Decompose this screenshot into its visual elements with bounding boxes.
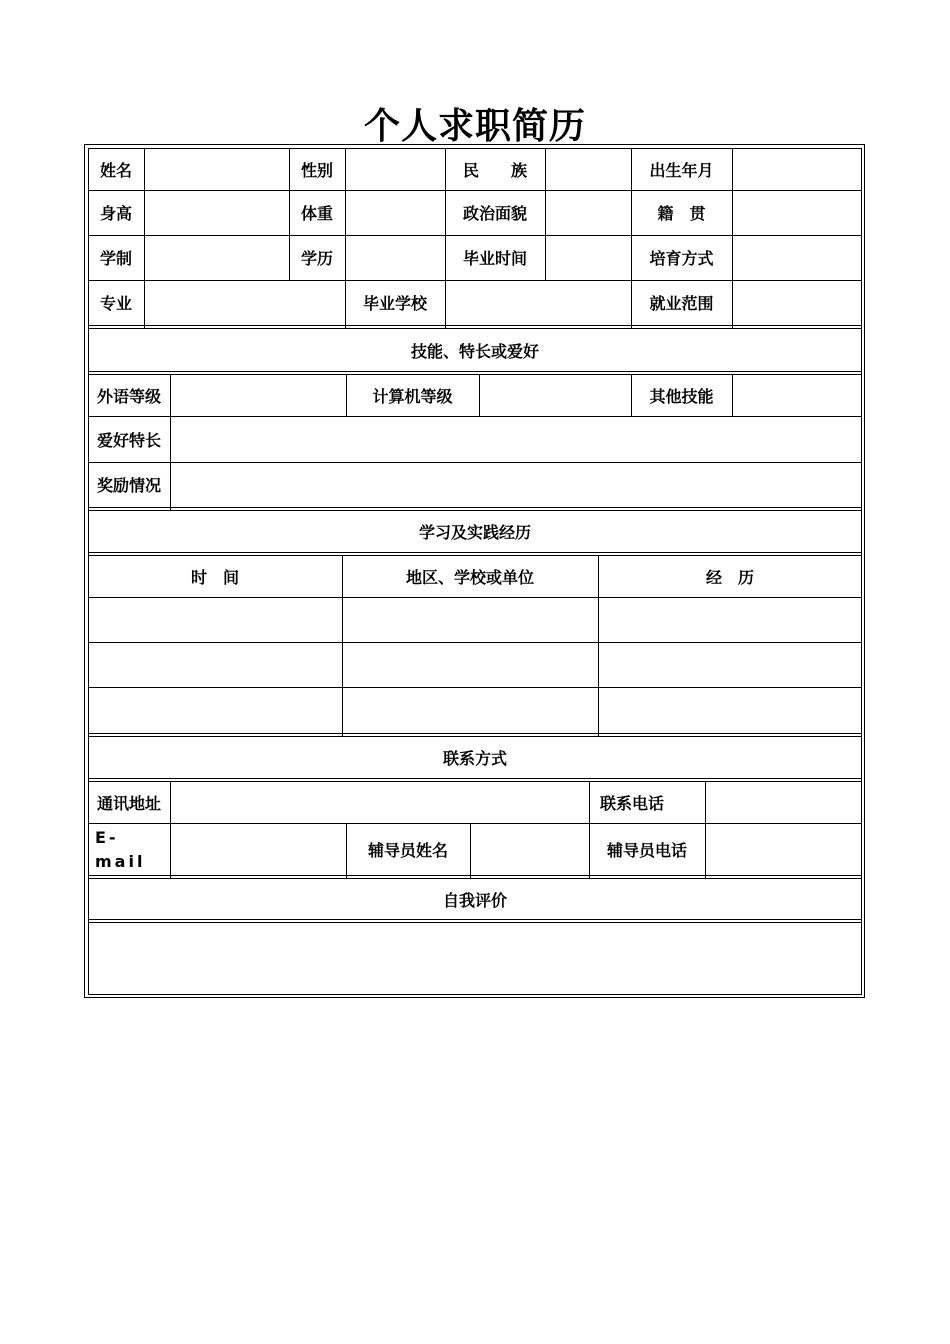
experience-place-field[interactable] [343,688,598,733]
graduation-time-field[interactable] [546,236,631,280]
row-divider [88,875,862,876]
counselor-name-field[interactable] [471,824,589,875]
label-weight: 体重 [300,204,333,223]
label-hobbies: 爱好特长 [96,430,161,450]
political-field[interactable] [546,191,631,235]
foreign-language-field[interactable] [171,375,346,416]
education-field[interactable] [346,236,445,280]
experience-detail-field[interactable] [599,688,861,733]
label-other-skills: 其他技能 [649,386,714,406]
graduate-school-field[interactable] [446,281,631,325]
computer-field[interactable] [480,375,631,416]
row-divider [88,371,862,372]
column-header-experience: 经 历 [705,567,754,587]
label-major: 专业 [99,294,132,313]
self-evaluation-field[interactable] [89,923,861,994]
label-graduate-school: 毕业学校 [362,294,427,313]
column-header-time: 时 间 [190,567,239,587]
height-field[interactable] [145,191,289,235]
experience-place-field[interactable] [343,643,598,687]
label-counselor-name: 辅导员姓名 [367,840,448,860]
section-self-evaluation-title: 自我评价 [442,890,507,910]
birth-field[interactable] [733,149,861,190]
experience-detail-field[interactable] [599,598,861,642]
employment-scope-field[interactable] [733,281,861,325]
label-phone: 联系电话 [599,793,664,813]
label-political: 政治面貌 [462,204,527,223]
row-divider [88,325,862,326]
label-graduation-time: 毕业时间 [462,249,527,268]
native-place-field[interactable] [733,191,861,235]
label-ethnicity: 民 族 [462,160,527,180]
section-contact-title: 联系方式 [442,749,507,768]
label-employment-scope: 就业范围 [649,294,714,313]
label-computer: 计算机等级 [372,386,453,406]
label-name: 姓名 [99,160,132,180]
gender-field[interactable] [346,149,445,190]
school-system-field[interactable] [145,236,289,280]
label-awards: 奖励情况 [96,476,161,495]
row-divider [88,552,862,553]
experience-time-field[interactable] [89,688,342,733]
row-divider [88,733,862,734]
experience-detail-field[interactable] [599,643,861,687]
label-native-place: 籍 贯 [657,204,706,223]
name-field[interactable] [145,149,289,190]
email-field[interactable] [171,824,346,875]
ethnicity-field[interactable] [546,149,631,190]
resume-title: 个人求职简历 [363,106,586,147]
row-divider [88,919,862,920]
label-training-mode: 培育方式 [649,249,714,268]
experience-time-field[interactable] [89,643,342,687]
label-height: 身高 [99,204,132,223]
awards-field[interactable] [171,463,861,507]
label-email: E- mail [95,828,146,871]
label-birth: 出生年月 [649,160,714,180]
address-field[interactable] [171,782,589,823]
row-divider [88,507,862,508]
experience-time-field[interactable] [89,598,342,642]
label-foreign-language: 外语等级 [96,386,161,406]
hobbies-field[interactable] [171,417,861,462]
major-field[interactable] [145,281,345,325]
label-education: 学历 [300,249,333,268]
label-gender: 性别 [300,160,333,180]
label-address: 通讯地址 [96,793,161,813]
label-counselor-phone: 辅导员电话 [606,840,687,860]
counselor-phone-field[interactable] [706,824,861,875]
experience-place-field[interactable] [343,598,598,642]
training-mode-field[interactable] [733,236,861,280]
weight-field[interactable] [346,191,445,235]
section-experience-title: 学习及实践经历 [418,523,531,542]
row-divider [88,778,862,779]
section-skills-title: 技能、特长或爱好 [410,341,539,361]
column-header-place: 地区、学校或单位 [405,567,534,587]
label-school-system: 学制 [99,249,132,268]
phone-field[interactable] [706,782,861,823]
other-skills-field[interactable] [733,375,861,416]
